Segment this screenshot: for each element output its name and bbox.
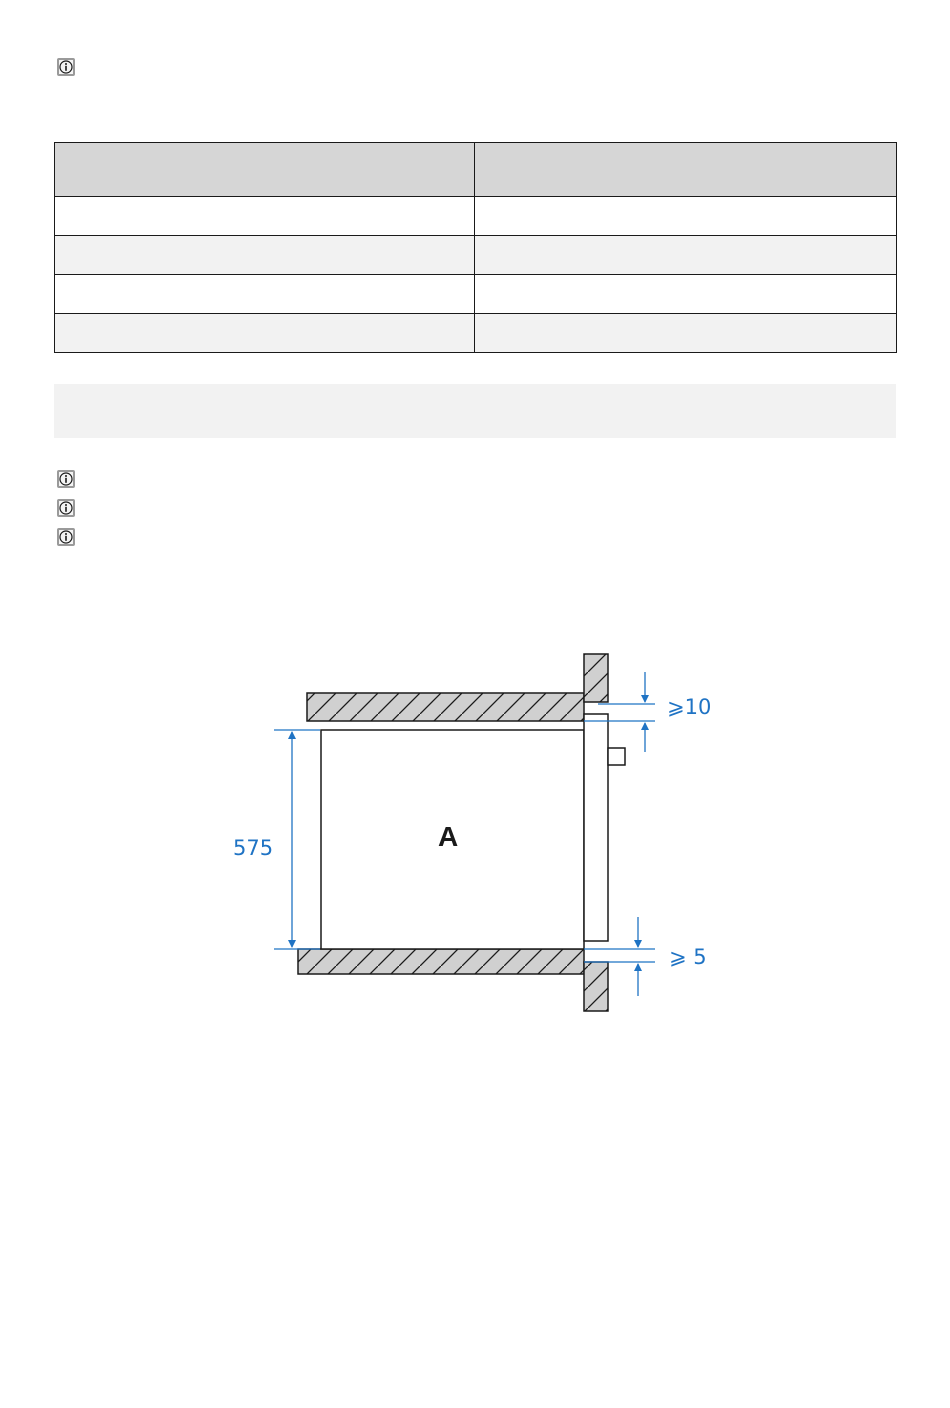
table-row (55, 314, 897, 353)
front-frame-lower (584, 962, 608, 1011)
table-row (55, 197, 897, 236)
part-label: A (438, 821, 459, 852)
table-row (55, 236, 897, 275)
note-box (54, 384, 896, 438)
table-cell (475, 236, 897, 275)
info-icon (57, 499, 75, 517)
table-header-cell (475, 143, 897, 197)
info-icon (57, 528, 75, 546)
table-cell (475, 314, 897, 353)
table-cell (475, 197, 897, 236)
table-cell (55, 197, 475, 236)
info-icon (57, 58, 75, 76)
info-icon (57, 470, 75, 488)
table-header-cell (55, 143, 475, 197)
table-header-row (55, 143, 897, 197)
front-frame-upper (584, 654, 608, 702)
height-label: 575 (233, 836, 274, 860)
table-cell (55, 236, 475, 275)
appliance-door (584, 714, 608, 941)
table-cell (475, 275, 897, 314)
table-cell (55, 314, 475, 353)
spec-table (54, 142, 897, 353)
table-row (55, 275, 897, 314)
appliance-handle (608, 748, 625, 765)
installation-diagram (0, 600, 950, 1040)
height-dimension (233, 730, 320, 949)
bottom-gap-label: ⩾ 5 (669, 945, 707, 969)
top-panel (307, 693, 584, 721)
bottom-panel (298, 949, 584, 974)
top-gap-label: ⩾10 (667, 695, 712, 719)
table-cell (55, 275, 475, 314)
